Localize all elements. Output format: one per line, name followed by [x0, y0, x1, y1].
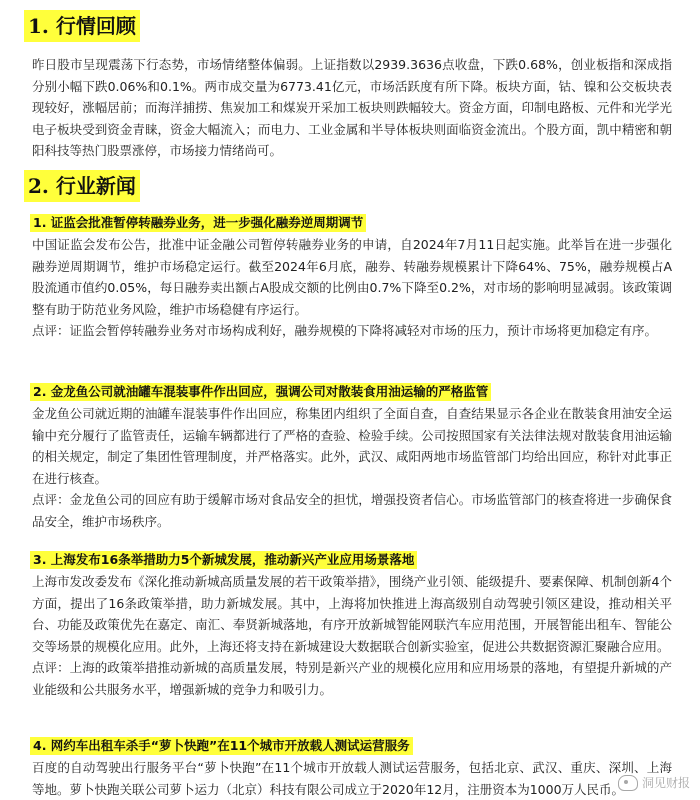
section-title-industry-news: 2. 行业新闻 — [24, 170, 140, 202]
weibo-logo-icon — [618, 775, 638, 791]
news-headline: 4. 网约车出租车杀手“萝卜快跑”在11个城市开放载人测试运营服务 — [30, 737, 413, 755]
section-title-market-review: 1. 行情回顾 — [24, 10, 140, 42]
market-review-paragraph: 昨日股市呈现震荡下行态势，市场情绪整体偏弱。上证指数以2939.3636点收盘，下跌0.68%，创业板指和深成指分别小幅下跌0.06%和0.1%。两市成交量为6773.41亿元，市场活跃度有所下降。板块方面，钴、镍和公交板块表现较好，涨幅居前；而海洋捕捞、焦炭加工和煤炭开采加工板块则跌幅较大。资金方面，印制电路板、元件和光学光电子板块受到资金青睐，资金大幅流入；而电力、工业金属和半导体板块则面临资金流出。个股方面，凯中精密和朝阳科技等热门股票涨停，市场接力情绪尚可。 — [32, 57, 672, 159]
news-headline: 3. 上海发布16条举措助力5个新城发展，推动新兴产业应用场景落地 — [30, 551, 417, 569]
news-body: 金龙鱼公司就近期的油罐车混装事件作出回应，称集团内组织了全面自查，自查结果显示各企业在散装食用油安全运输中充分履行了监管责任，运输车辆都进行了严格的查验、检验手续。公司按照国家有关法律法规对散装食用油运输的相关规定，制定了集团性管理制度，并严格落实。此外，武汉、咸阳两地市场监管部门均给出回应，称针对此事正在进行核查。 — [32, 406, 672, 486]
section-1 — [0, 10, 700, 42]
news-comment: 点评：证监会暂停转融券业务对市场构成利好，融券规模的下降将减轻对市场的压力，预计市场将更加稳定有序。 — [32, 323, 658, 339]
news-item-3 — [0, 549, 700, 701]
section-2 — [0, 170, 700, 202]
news-item-4 — [0, 735, 700, 800]
news-headline: 2. 金龙鱼公司就油罐车混装事件作出回应，强调公司对散装食用油运输的严格监管 — [30, 383, 491, 401]
news-body: 百度的自动驾驶出行服务平台“萝卜快跑”在11个城市开放载人测试运营服务，包括北京、武汉、重庆、深圳、上海等地。萝卜快跑关联公司萝卜运力（北京）科技有限公司成立于2020年12月，注册资本为1000万人民币。 — [32, 760, 672, 797]
news-body: 上海市发改委发布《深化推动新城高质量发展的若干政策举措》，围绕产业引领、能级提升、要素保障、机制创新4个方面，提出了16条政策举措，助力新城发展。其中，上海将加快推进上海高级别自动驾驶引领区建设，推动相关平台、功能及政策优先在嘉定、南汇、奉贤新城落地，有序开放新城智能网联汽车应用范围，开展智能出租车、智能公交等场景的规模化应用。此外，上海还将支持在新城建设大数据联合创新实验室，促进公共数据资源汇聚融合应用。 — [32, 574, 672, 654]
news-body: 中国证监会发布公告，批准中证金融公司暂停转融券业务的申请，自2024年7月11日起实施。此举旨在进一步强化融券逆周期调节，维护市场稳定运行。截至2024年6月底，融券、转融券规模累计下降64%、75%，融券规模占A股流通市值约0.05%，每日融券卖出额占A股成交额的比例由0.7%下降至0.2%，对市场的影响明显减弱。该政策调整有助于防范业务风险，维护市场稳健有序运行。 — [32, 237, 672, 317]
market-review-block — [0, 54, 700, 162]
news-item-2 — [0, 381, 700, 533]
watermark-text: 洞见财报 — [641, 776, 690, 790]
news-headline: 1. 证监会批准暂停转融券业务，进一步强化融券逆周期调节 — [30, 214, 366, 232]
news-comment: 点评：金龙鱼公司的回应有助于缓解市场对食品安全的担忧，增强投资者信心。市场监管部门的核查将进一步确保食品安全，维护市场秩序。 — [32, 492, 672, 529]
watermark — [618, 774, 690, 791]
news-comment: 点评：上海的政策举措推动新城的高质量发展，特别是新兴产业的规模化应用和应用场景的落地，有望提升新城的产业能级和公共服务水平，增强新城的竞争力和吸引力。 — [32, 660, 672, 697]
news-item-1 — [0, 212, 700, 342]
